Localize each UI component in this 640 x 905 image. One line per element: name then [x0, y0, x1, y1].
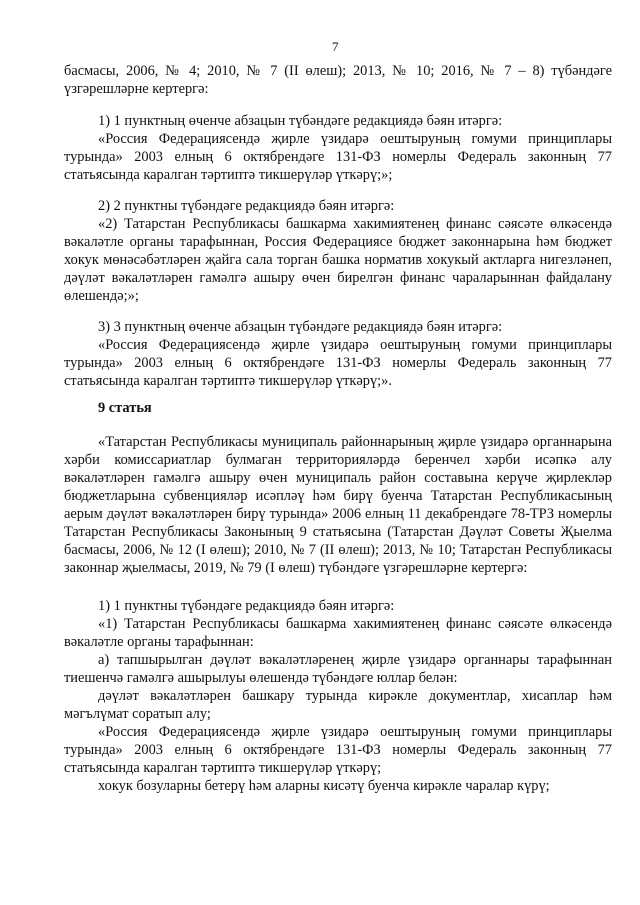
quoted-amendment-1: «Россия Федерациясендә җирле үзидарә оештыруның гомуми принциплары турында» 2003 елның 6 октябрендәге 131-ФЗ номерлы Федераль законның 77 статьясында каралган тәртиптә тикшерүләр үткәрү;»;: [64, 131, 612, 183]
quoted-amendment-3: «Россия Федерациясендә җирле үзидарә оештыруның гомуми принциплары турында» 2003 елның 6 октябрендәге 131-ФЗ номерлы Федераль законның 77 статьясында каралган тәртиптә тикшерүләр үткәрү;».: [64, 337, 612, 389]
quoted-amendment-4: «1) Татарстан Республикасы башкарма хакимиятенең финанс сәясәте өлкәсендә вәкаләтле органы тарафыннан:: [64, 616, 612, 650]
page-number: 7: [332, 39, 339, 54]
list-item-2: 2) 2 пунктны түбәндәге редакциядә бәян итәргә:: [98, 198, 395, 214]
paragraph-measures: хокук бозуларны бетерү һәм аларны кисәтү буенча кирәкле чаралар күрү;: [98, 778, 550, 794]
list-item-4: 1) 1 пунктны түбәндәге редакциядә бәян итәргә:: [98, 598, 395, 614]
paragraph-inspection: «Россия Федерациясендә җирле үзидарә оештыруның гомуми принциплары турында» 2003 елның 6 октябрендәге 131-ФЗ номерлы Федераль законның 77 статьясында каралган тәртиптә тикшерүләр үткәрү;: [64, 724, 612, 776]
section-body: «Татарстан Республикасы муниципаль районнарының җирле үзидарә органнарына хәрби комиссариатлар булмаган территорияләрдә беренчел хәрби исәпкә алу вәкаләтләрен гамәлгә ашыру өчен муниципаль район составына керүче җирлекләр бюджетларына субвенцияләр исәпләү һәм бирү буенча Татарстан Республикасының аерым дәүләт вәкаләтләрен бирү турында» 2006 елның 11 декабрендәге 78-ТРЗ номерлы Татарстан Республикасы Законының 9 статьясына (Татарстан Дәүләт Советы Җыелма басмасы, 2006, № 12 (I өлеш); 2010, № 7 (II өлеш); 2013, № 10; Татарстан Республикасы законнар җыелмасы, 2019, № 79 (I өлеш) түбәндәге үзгәрешләрне кертергә:: [64, 434, 612, 576]
list-item-1: 1) 1 пунктның өченче абзацын түбәндәге редакциядә бәян итәргә:: [98, 113, 503, 129]
paragraph-continuation: басмасы, 2006, № 4; 2010, № 7 (II өлеш); 2013, № 10; 2016, № 7 – 8) түбәндәге үзгәрешләрне кертергә:: [64, 63, 612, 97]
section-heading: 9 статья: [98, 400, 152, 416]
list-item-3: 3) 3 пунктның өченче абзацын түбәндәге редакциядә бәян итәргә:: [98, 319, 503, 335]
quoted-amendment-2: «2) Татарстан Республикасы башкарма хакимиятенең финанс сәясәте өлкәсендә вәкаләтле органы тарафыннан, Россия Федерациясе бюджет законнарына һәм бюджет хокук мөнәсәбәтләрен җайга сала торган башка норматив хокукый актларга нигезләнеп, дәүләт вәкаләтләрен гамәлгә ашыру өчен бирелгән финанс чараларыннан файдалану өлешендә;»;: [64, 216, 612, 304]
subitem-a: а) тапшырылган дәүләт вәкаләтләренең җирле үзидарә органнары тарафыннан тиешенчә гамәлгә ашырылуы өлешендә түбәндәге юллар белән:: [64, 652, 612, 686]
paragraph-request: дәүләт вәкаләтләрен башкару турында кирәкле документлар, хисаплар һәм мәгълүмат соратып алу;: [64, 688, 612, 722]
